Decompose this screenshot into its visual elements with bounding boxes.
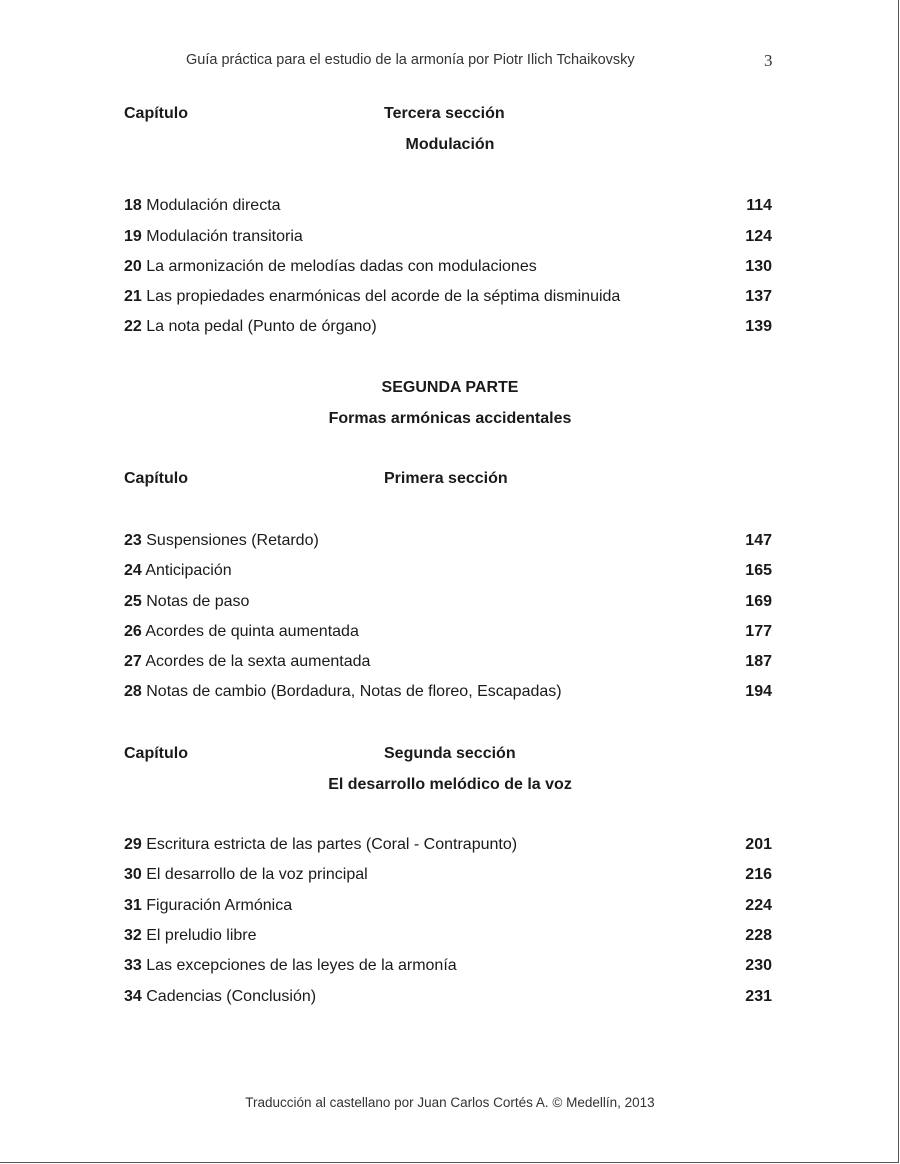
chapter-title: Las propiedades enarmónicas del acorde de la séptima disminuida [146,288,621,305]
chapter-title: La armonización de melodías dadas con modulaciones [146,258,537,275]
chapter-title: Notas de paso [146,593,250,610]
chapter-title: Acordes de la sexta aumentada [145,653,371,670]
page-footer: Traducción al castellano por Juan Carlos Cortés A. © Medellín, 2013 [245,1095,655,1110]
chapter-number: 30 [124,866,142,883]
toc-entry[interactable] [124,866,368,884]
chapter-title: El preludio libre [146,927,257,944]
chapter-number: 21 [124,288,142,305]
chapter-page: 216 [745,866,772,883]
toc-entry[interactable] [124,653,370,671]
chapter-page: 201 [745,836,772,853]
section-subtitle: El desarrollo melódico de la voz [328,776,572,793]
toc-entry[interactable] [124,318,377,336]
section-subtitle: Modulación [405,136,495,153]
toc-entry[interactable] [124,562,232,580]
chapter-label: Capítulo [124,745,188,762]
chapter-title: Escritura estricta de las partes (Coral - Contrapunto) [146,836,518,853]
toc-entry[interactable] [124,258,537,276]
toc-entry[interactable] [124,623,359,641]
chapter-page: 228 [745,927,772,944]
chapter-page: 139 [745,318,772,335]
chapter-page: 165 [745,562,772,579]
chapter-page: 169 [745,593,772,610]
page-number: 3 [764,51,773,70]
toc-entry[interactable] [124,897,292,915]
chapter-title: Las excepciones de las leyes de la armonía [146,957,457,974]
chapter-page: 187 [745,653,772,670]
toc-entry[interactable] [124,228,303,246]
chapter-number: 33 [124,957,142,974]
running-header: Guía práctica para el estudio de la armonía por Piotr Ilich Tchaikovsky [186,52,635,68]
chapter-label: Capítulo [124,470,188,487]
toc-entry[interactable] [124,836,517,854]
toc-entry[interactable] [124,593,249,611]
chapter-page: 130 [745,258,772,275]
part-subtitle: Formas armónicas accidentales [328,410,572,427]
chapter-number: 26 [124,623,142,640]
section-title: Primera sección [384,470,508,487]
toc-entry[interactable] [124,197,281,215]
chapter-page: 230 [745,957,772,974]
chapter-title: Notas de cambio (Bordadura, Notas de floreo, Escapadas) [146,683,562,700]
chapter-title: La nota pedal (Punto de órgano) [146,318,377,335]
part-title: SEGUNDA PARTE [381,379,519,396]
chapter-number: 24 [124,562,142,579]
chapter-number: 31 [124,897,142,914]
chapter-number: 19 [124,228,142,245]
chapter-title: Anticipación [145,562,232,579]
chapter-title: Modulación transitoria [146,228,303,245]
toc-entry[interactable] [124,927,257,945]
chapter-label: Capítulo [124,105,188,122]
chapter-number: 28 [124,683,142,700]
chapter-title: Figuración Armónica [146,897,293,914]
chapter-page: 137 [745,288,772,305]
chapter-number: 23 [124,532,142,549]
chapter-page: 124 [745,228,772,245]
chapter-title: Modulación directa [146,197,281,214]
chapter-title: Acordes de quinta aumentada [145,623,359,640]
section-title: Tercera sección [384,105,505,122]
chapter-number: 20 [124,258,142,275]
chapter-page: 194 [745,683,772,700]
toc-entry[interactable] [124,532,319,550]
chapter-number: 25 [124,593,142,610]
chapter-number: 29 [124,836,142,853]
toc-entry[interactable] [124,988,316,1006]
section-title: Segunda sección [384,745,516,762]
chapter-page: 114 [746,197,772,214]
chapter-title: Cadencias (Conclusión) [146,988,317,1005]
chapter-page: 147 [745,532,772,549]
chapter-title: El desarrollo de la voz principal [146,866,368,883]
chapter-number: 18 [124,197,142,214]
chapter-number: 22 [124,318,142,335]
toc-entry[interactable] [124,683,562,701]
toc-entry[interactable] [124,957,457,975]
toc-entry[interactable] [124,288,620,306]
chapter-number: 34 [124,988,142,1005]
chapter-number: 32 [124,927,142,944]
chapter-page: 224 [745,897,772,914]
chapter-number: 27 [124,653,142,670]
chapter-page: 231 [745,988,772,1005]
chapter-page: 177 [745,623,772,640]
chapter-title: Suspensiones (Retardo) [146,532,319,549]
